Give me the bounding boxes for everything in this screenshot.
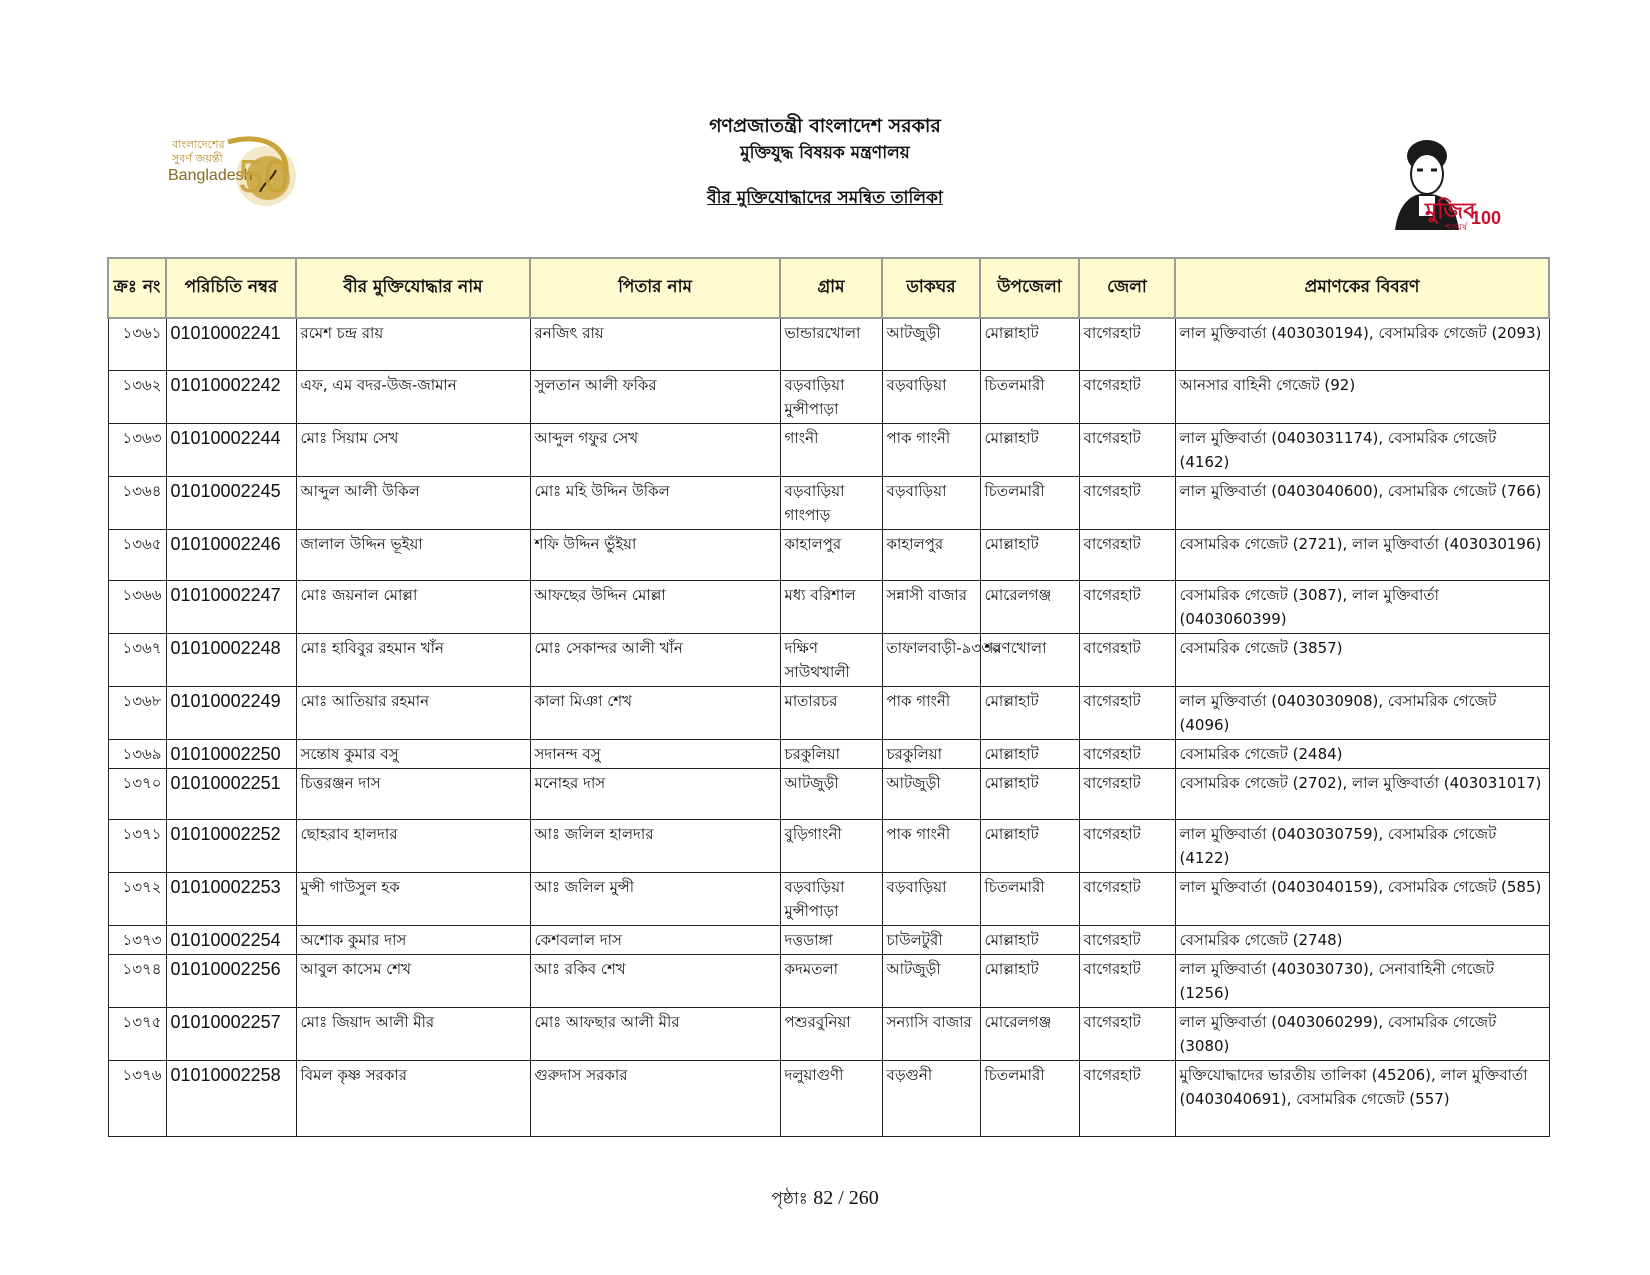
cell-proof: লাল মুক্তিবার্তা (0403040159), বেসামরিক গেজেট (585) [1175, 872, 1549, 925]
ministry-title: মুক্তিযুদ্ধ বিষয়ক মন্ত্রণালয় [740, 143, 910, 163]
cell-proof: লাল মুক্তিবার্তা (0403040600), বেসামরিক গেজেট (766) [1175, 476, 1549, 529]
table-row [108, 580, 1549, 633]
cell-post: সন্যাসি বাজার [882, 1007, 980, 1060]
col-header-upazila: উপজেলা [980, 258, 1079, 318]
cell-district: বাগেরহাট [1079, 318, 1175, 370]
cell-id: 01010002245 [166, 476, 296, 529]
cell-serial: ১৩৬১ [108, 318, 166, 370]
logo-left-line1: বাংলাদেশের [172, 138, 225, 151]
cell-village: কদমতলা [780, 954, 882, 1007]
cell-village: বড়বাড়িয়া মুন্সীপাড়া [780, 370, 882, 423]
cell-proof: মুক্তিযোদ্ধাদের ভারতীয় তালিকা (45206), লাল মুক্তিবার্তা (0403040691), বেসামরিক গেজেট (557) [1175, 1060, 1549, 1136]
cell-village: দত্তডাঙ্গা [780, 925, 882, 954]
cell-district: বাগেরহাট [1079, 580, 1175, 633]
cell-father: মোঃ সেকান্দর আলী খাঁন [530, 633, 780, 686]
cell-father: আঃ রকিব শেখ [530, 954, 780, 1007]
col-header-name: বীর মুক্তিযোদ্ধার নাম [296, 258, 530, 318]
cell-serial: ১৩৭৪ [108, 954, 166, 1007]
cell-name: মোঃ জয়নাল মোল্লা [296, 580, 530, 633]
cell-post: কাহালপুর [882, 529, 980, 580]
col-header-district: জেলা [1079, 258, 1175, 318]
cell-post: বড়বাড়িয়া [882, 476, 980, 529]
table-row [108, 1060, 1549, 1136]
cell-name: মোঃ আতিয়ার রহমান [296, 686, 530, 739]
cell-upazila: মোল্লাহাট [980, 686, 1079, 739]
cell-post: বড়বাড়িয়া [882, 370, 980, 423]
cell-father: কালা মিঞা শেখ [530, 686, 780, 739]
cell-district: বাগেরহাট [1079, 686, 1175, 739]
table-row [108, 370, 1549, 423]
cell-id: 01010002246 [166, 529, 296, 580]
cell-district: বাগেরহাট [1079, 476, 1175, 529]
cell-proof: বেসামরিক গেজেট (2484) [1175, 739, 1549, 768]
cell-post: পাক গাংনী [882, 423, 980, 476]
cell-id: 01010002252 [166, 819, 296, 872]
cell-serial: ১৩৬৫ [108, 529, 166, 580]
cell-proof: লাল মুক্তিবার্তা (0403031174), বেসামরিক গেজেট (4162) [1175, 423, 1549, 476]
cell-name: বিমল কৃষ্ণ সরকার [296, 1060, 530, 1136]
cell-name: আব্দুল আলী উকিল [296, 476, 530, 529]
cell-upazila: মোল্লাহাট [980, 925, 1079, 954]
cell-father: মোঃ আফছার আলী মীর [530, 1007, 780, 1060]
cell-district: বাগেরহাট [1079, 739, 1175, 768]
cell-serial: ১৩৬৩ [108, 423, 166, 476]
document-header [0, 112, 1650, 210]
logo-right-sub: শতবর্ষ [1445, 223, 1468, 233]
cell-father: রনজিৎ রায় [530, 318, 780, 370]
cell-district: বাগেরহাট [1079, 954, 1175, 1007]
cell-id: 01010002253 [166, 872, 296, 925]
cell-post: পাক গাংনী [882, 686, 980, 739]
cell-village: ভান্ডারখোলা [780, 318, 882, 370]
cell-father: সদানন্দ বসু [530, 739, 780, 768]
logo-left-number: 50 [238, 150, 290, 202]
cell-name: চিত্তরঞ্জন দাস [296, 768, 530, 819]
cell-post: বড়বাড়িয়া [882, 872, 980, 925]
cell-serial: ১৩৬৭ [108, 633, 166, 686]
cell-upazila: মোল্লাহাট [980, 954, 1079, 1007]
cell-upazila: মোল্লাহাট [980, 819, 1079, 872]
cell-district: বাগেরহাট [1079, 1060, 1175, 1136]
cell-post: আটজুড়ী [882, 768, 980, 819]
cell-id: 01010002247 [166, 580, 296, 633]
cell-father: সুলতান আলী ফকির [530, 370, 780, 423]
cell-id: 01010002249 [166, 686, 296, 739]
cell-proof: বেসামরিক গেজেট (3087), লাল মুক্তিবার্তা (0403060399) [1175, 580, 1549, 633]
cell-district: বাগেরহাট [1079, 370, 1175, 423]
cell-serial: ১৩৭১ [108, 819, 166, 872]
cell-post: বড়গুনী [882, 1060, 980, 1136]
cell-id: 01010002250 [166, 739, 296, 768]
cell-proof: লাল মুক্তিবার্তা (403030730), সেনাবাহিনী গেজেট (1256) [1175, 954, 1549, 1007]
cell-district: বাগেরহাট [1079, 423, 1175, 476]
cell-serial: ১৩৬৬ [108, 580, 166, 633]
cell-father: শফি উদ্দিন ভুঁইয়া [530, 529, 780, 580]
cell-district: বাগেরহাট [1079, 529, 1175, 580]
cell-district: বাগেরহাট [1079, 819, 1175, 872]
logo-left-line2: সুবর্ণ জয়ন্তী [172, 152, 223, 165]
cell-district: বাগেরহাট [1079, 768, 1175, 819]
cell-name: আবুল কাসেম শেখ [296, 954, 530, 1007]
table-row [108, 1007, 1549, 1060]
cell-father: মনোহর দাস [530, 768, 780, 819]
cell-serial: ১৩৭৩ [108, 925, 166, 954]
cell-name: সন্তোষ কুমার বসু [296, 739, 530, 768]
cell-post: পাক গাংনী [882, 819, 980, 872]
table-row [108, 318, 1549, 370]
logo-right-number: 100 [1471, 208, 1502, 228]
cell-post: চরকুলিয়া [882, 739, 980, 768]
page-label: পৃষ্ঠাঃ [771, 1189, 808, 1209]
page-number: 82 / 260 [813, 1187, 879, 1209]
cell-id: 01010002257 [166, 1007, 296, 1060]
cell-serial: ১৩৬৪ [108, 476, 166, 529]
cell-district: বাগেরহাট [1079, 925, 1175, 954]
col-header-father: পিতার নাম [530, 258, 780, 318]
cell-upazila: মোল্লাহাট [980, 529, 1079, 580]
cell-village: চরকুলিয়া [780, 739, 882, 768]
table-row [108, 739, 1549, 768]
cell-father: আব্দুল গফুর সেখ [530, 423, 780, 476]
cell-proof: লাল মুক্তিবার্তা (0403060299), বেসামরিক গেজেট (3080) [1175, 1007, 1549, 1060]
table-row [108, 768, 1549, 819]
cell-serial: ১৩৬২ [108, 370, 166, 423]
cell-serial: ১৩৬৯ [108, 739, 166, 768]
cell-village: বুড়িগাংনী [780, 819, 882, 872]
government-title: গণপ্রজাতন্ত্রী বাংলাদেশ সরকার [709, 115, 941, 137]
col-header-proof: প্রমাণকের বিবরণ [1175, 258, 1549, 318]
cell-district: বাগেরহাট [1079, 633, 1175, 686]
cell-village: পশুরবুনিয়া [780, 1007, 882, 1060]
cell-upazila: মোরেলগঞ্জ [980, 1007, 1079, 1060]
cell-upazila: মোরেলগঞ্জ [980, 580, 1079, 633]
cell-name: ছোহরাব হালদার [296, 819, 530, 872]
cell-id: 01010002248 [166, 633, 296, 686]
col-header-serial: ক্রঃ নং [108, 258, 166, 318]
table-row [108, 872, 1549, 925]
cell-name: মোঃ হাবিবুর রহমান খাঁন [296, 633, 530, 686]
table-row [108, 686, 1549, 739]
cell-proof: লাল মুক্তিবার্তা (0403030759), বেসামরিক গেজেট (4122) [1175, 819, 1549, 872]
table-row [108, 954, 1549, 1007]
cell-upazila: চিতলমারী [980, 370, 1079, 423]
table-row [108, 423, 1549, 476]
cell-id: 01010002242 [166, 370, 296, 423]
cell-village: দলুয়াগুণী [780, 1060, 882, 1136]
cell-id: 01010002244 [166, 423, 296, 476]
logo-left-word: Bangladesh [168, 167, 253, 184]
cell-post: আটজুড়ী [882, 318, 980, 370]
cell-father: আঃ জলিল মুন্সী [530, 872, 780, 925]
col-header-id: পরিচিতি নম্বর [166, 258, 296, 318]
col-header-post: ডাকঘর [882, 258, 980, 318]
cell-proof: আনসার বাহিনী গেজেট (92) [1175, 370, 1549, 423]
cell-post: সন্নাসী বাজার [882, 580, 980, 633]
cell-serial: ১৩৭৬ [108, 1060, 166, 1136]
cell-post: তাফালবাড়ী-৯৩৩০ [882, 633, 980, 686]
cell-father: আফছের উদ্দিন মোল্লা [530, 580, 780, 633]
cell-village: গাংনী [780, 423, 882, 476]
cell-serial: ১৩৭২ [108, 872, 166, 925]
cell-id: 01010002256 [166, 954, 296, 1007]
cell-name: মোঃ জিয়াদ আলী মীর [296, 1007, 530, 1060]
cell-village: দক্ষিণ সাউথখালী [780, 633, 882, 686]
cell-father: কেশবলাল দাস [530, 925, 780, 954]
cell-upazila: মোল্লাহাট [980, 423, 1079, 476]
table-header-row [108, 258, 1549, 318]
cell-id: 01010002254 [166, 925, 296, 954]
cell-village: মধ্য বরিশাল [780, 580, 882, 633]
table-row [108, 633, 1549, 686]
cell-serial: ১৩৭৫ [108, 1007, 166, 1060]
cell-proof: লাল মুক্তিবার্তা (403030194), বেসামরিক গেজেট (2093) [1175, 318, 1549, 370]
cell-village: বড়বাড়িয়া মুন্সীপাড়া [780, 872, 882, 925]
list-title: বীর মুক্তিযোদ্ধাদের সমন্বিত তালিকা [707, 188, 943, 208]
cell-id: 01010002251 [166, 768, 296, 819]
cell-serial: ১৩৬৮ [108, 686, 166, 739]
cell-name: জালাল উদ্দিন ভূইয়া [296, 529, 530, 580]
cell-village: বড়বাড়িয়া গাংপাড় [780, 476, 882, 529]
table-row [108, 819, 1549, 872]
cell-village: কাহালপুর [780, 529, 882, 580]
cell-proof: বেসামরিক গেজেট (3857) [1175, 633, 1549, 686]
cell-name: মুন্সী গাউসুল হক [296, 872, 530, 925]
cell-upazila: মোল্লাহাট [980, 739, 1079, 768]
cell-serial: ১৩৭০ [108, 768, 166, 819]
cell-proof: বেসামরিক গেজেট (2721), লাল মুক্তিবার্তা (403030196) [1175, 529, 1549, 580]
cell-upazila: চিতলমারী [980, 872, 1079, 925]
cell-post: চাউলটুরী [882, 925, 980, 954]
cell-village: মাতারচর [780, 686, 882, 739]
cell-name: এফ, এম বদর-উজ-জামান [296, 370, 530, 423]
cell-father: আঃ জলিল হালদার [530, 819, 780, 872]
table-row [108, 529, 1549, 580]
cell-upazila: চিতলমারী [980, 1060, 1079, 1136]
cell-id: 01010002258 [166, 1060, 296, 1136]
logo-right-word: মুজিব [1425, 199, 1476, 224]
table-row [108, 476, 1549, 529]
cell-name: মোঃ সিয়াম সেখ [296, 423, 530, 476]
freedom-fighter-table [107, 257, 1550, 1137]
cell-id: 01010002241 [166, 318, 296, 370]
cell-upazila: মোল্লাহাট [980, 318, 1079, 370]
cell-district: বাগেরহাট [1079, 872, 1175, 925]
table-row [108, 925, 1549, 954]
cell-proof: লাল মুক্তিবার্তা (0403030908), বেসামরিক গেজেট (4096) [1175, 686, 1549, 739]
cell-upazila: মোল্লাহাট [980, 768, 1079, 819]
cell-father: মোঃ মহি উদ্দিন উকিল [530, 476, 780, 529]
cell-father: গুরুদাস সরকার [530, 1060, 780, 1136]
cell-name: রমেশ চন্দ্র রায় [296, 318, 530, 370]
cell-district: বাগেরহাট [1079, 1007, 1175, 1060]
cell-village: আটজুড়ী [780, 768, 882, 819]
cell-name: অশোক কুমার দাস [296, 925, 530, 954]
page-footer [0, 1186, 1650, 1214]
cell-upazila: চিতলমারী [980, 476, 1079, 529]
cell-proof: বেসামরিক গেজেট (2702), লাল মুক্তিবার্তা (403031017) [1175, 768, 1549, 819]
col-header-village: গ্রাম [780, 258, 882, 318]
cell-upazila: শরণখোলা [980, 633, 1079, 686]
cell-post: আটজুড়ী [882, 954, 980, 1007]
cell-proof: বেসামরিক গেজেট (2748) [1175, 925, 1549, 954]
